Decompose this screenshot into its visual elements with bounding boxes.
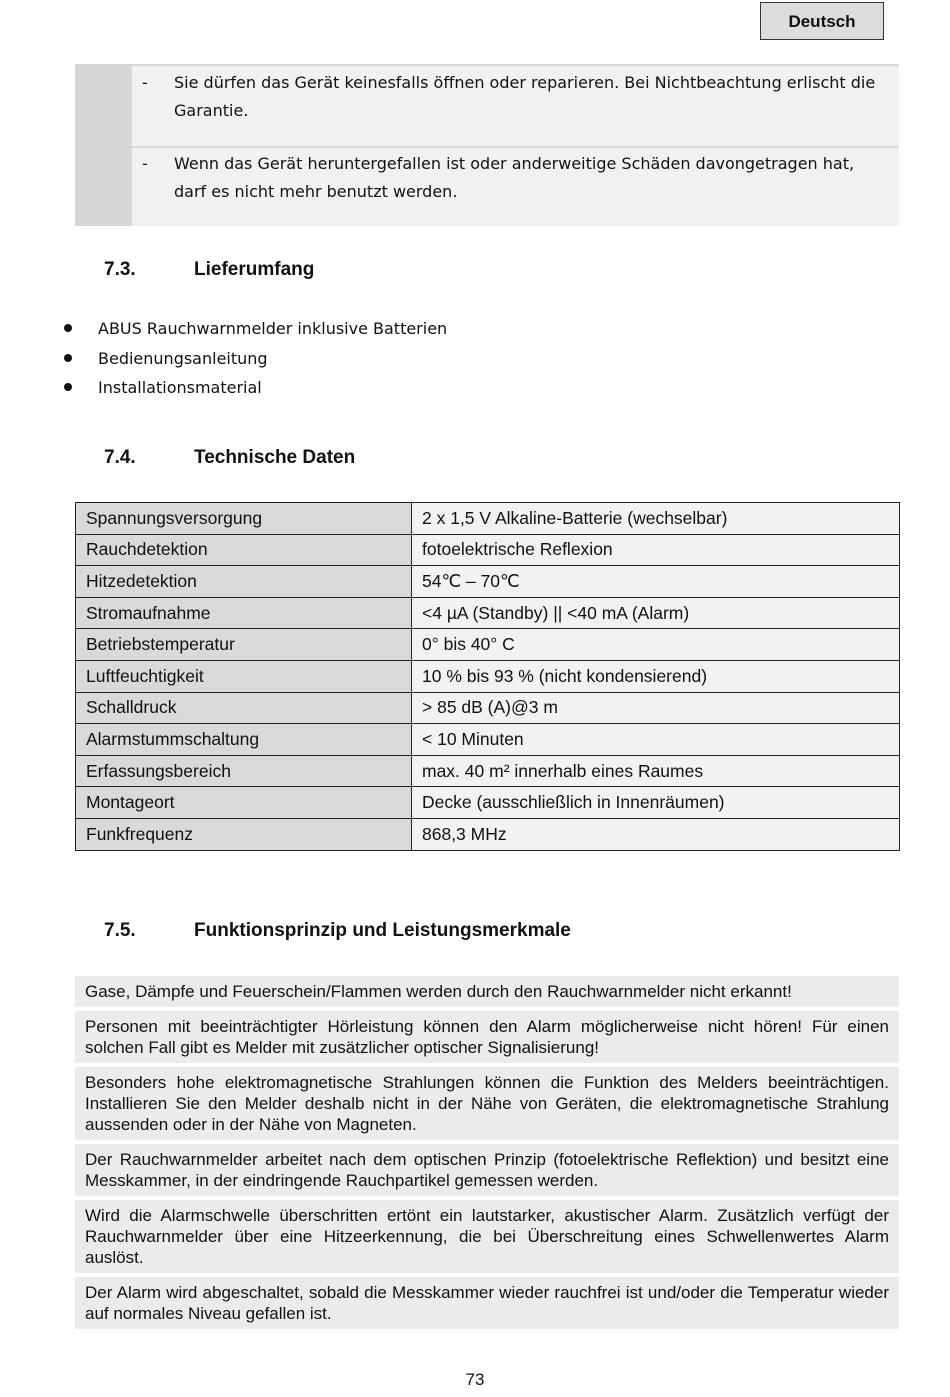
warning-text: Wenn das Gerät heruntergefallen ist oder anderweitige Schäden davongetragen hat, darf es nicht mehr benutzt werden. [174,154,855,201]
list-item: Bedienungsanleitung [60,344,447,374]
section-heading-7-4 [104,447,355,469]
spec-key: Alarmstummschaltung [76,724,412,756]
note-paragraph: Der Rauchwarnmelder arbeitet nach dem optischen Prinzip (fotoelektrische Reflektion) und besitzt eine Messkammer, in der eindringende Rauchpartikel gemessen werden. [75,1144,899,1196]
table-row [76,534,900,566]
language-tab: Deutsch [760,2,884,40]
table-row [76,724,900,756]
spec-key: Montageort [76,787,412,819]
page-number: 73 [465,1370,485,1389]
spec-key: Erfassungsbereich [76,755,412,787]
note-paragraph: Der Alarm wird abgeschaltet, sobald die Messkammer wieder rauchfrei ist und/oder die Temperatur wieder auf normales Niveau gefallen ist. [75,1277,899,1329]
list-item: Installationsmaterial [60,373,447,403]
list-item: ABUS Rauchwarnmelder inklusive Batterien [60,314,447,344]
table-row [76,566,900,598]
spec-value: > 85 dB (A)@3 m [412,692,900,724]
spec-key: Hitzedetektion [76,566,412,598]
section-number: 7.3. [104,259,136,280]
warning-item [132,66,899,146]
delivery-contents-list [60,314,447,403]
spec-value: Decke (ausschließlich in Innenräumen) [412,787,900,819]
section-number: 7.5. [104,920,136,941]
spec-key: Schalldruck [76,692,412,724]
table-row [76,503,900,535]
table-row [76,660,900,692]
spec-value: 54℃ – 70℃ [412,566,900,598]
warning-side-column [75,64,130,226]
table-row [76,692,900,724]
section-title: Funktionsprinzip und Leistungsmerkmale [194,920,571,941]
function-notes [75,976,899,1333]
bullet-icon [64,354,72,362]
table-row [76,818,900,850]
table-row [76,597,900,629]
note-paragraph: Gase, Dämpfe und Feuerschein/Flammen werden durch den Rauchwarnmelder nicht erkannt! [75,976,899,1007]
warning-dash: - [142,154,148,173]
section-title: Lieferumfang [194,259,315,280]
spec-value: fotoelektrische Reflexion [412,534,900,566]
table-row [76,629,900,661]
spec-value: 10 % bis 93 % (nicht kondensierend) [412,660,900,692]
spec-value: 0° bis 40° C [412,629,900,661]
warning-item [132,148,899,226]
technical-data-table [75,502,900,851]
spec-value: 868,3 MHz [412,818,900,850]
spec-key: Spannungsversorgung [76,503,412,535]
table-row [76,787,900,819]
spec-key: Luftfeuchtigkeit [76,660,412,692]
section-heading-7-5 [104,920,571,942]
spec-key: Stromaufnahme [76,597,412,629]
spec-value: 2 x 1,5 V Alkaline-Batterie (wechselbar) [412,503,900,535]
spec-value: < 10 Minuten [412,724,900,756]
note-paragraph: Besonders hohe elektromagnetische Strahlungen können die Funktion des Melders beeinträchtigen. Installieren Sie den Melder deshalb nicht in der Nähe von Geräten, die elektromagnetische Strahlung aussenden oder in der Nähe von Magneten. [75,1067,899,1140]
section-number: 7.4. [104,447,136,468]
bullet-icon [64,324,72,332]
section-title: Technische Daten [194,447,356,468]
section-heading-7-3 [104,259,314,281]
table-row [76,755,900,787]
warning-dash: - [142,73,148,92]
warning-text: Sie dürfen das Gerät keinesfalls öffnen oder reparieren. Bei Nichtbeachtung erlischt die Garantie. [174,73,876,120]
safety-warning-box [75,64,899,226]
note-paragraph: Personen mit beeinträchtigter Hörleistung können den Alarm möglicherweise nicht hören! Für einen solchen Fall gibt es Melder mit zusätzlicher optischer Signalisierung! [75,1011,899,1063]
note-paragraph: Wird die Alarmschwelle überschritten ertönt ein lautstarker, akustischer Alarm. Zusätzlich verfügt der Rauchwarnmelder über eine Hitzeerkennung, die bei Überschreitung eines Schwellenwertes Alarm auslöst. [75,1200,899,1273]
bullet-icon [64,383,72,391]
spec-key: Funkfrequenz [76,818,412,850]
spec-value: max. 40 m² innerhalb eines Raumes [412,755,900,787]
spec-value: <4 µA (Standby) || <40 mA (Alarm) [412,597,900,629]
spec-key: Betriebstemperatur [76,629,412,661]
spec-key: Rauchdetektion [76,534,412,566]
